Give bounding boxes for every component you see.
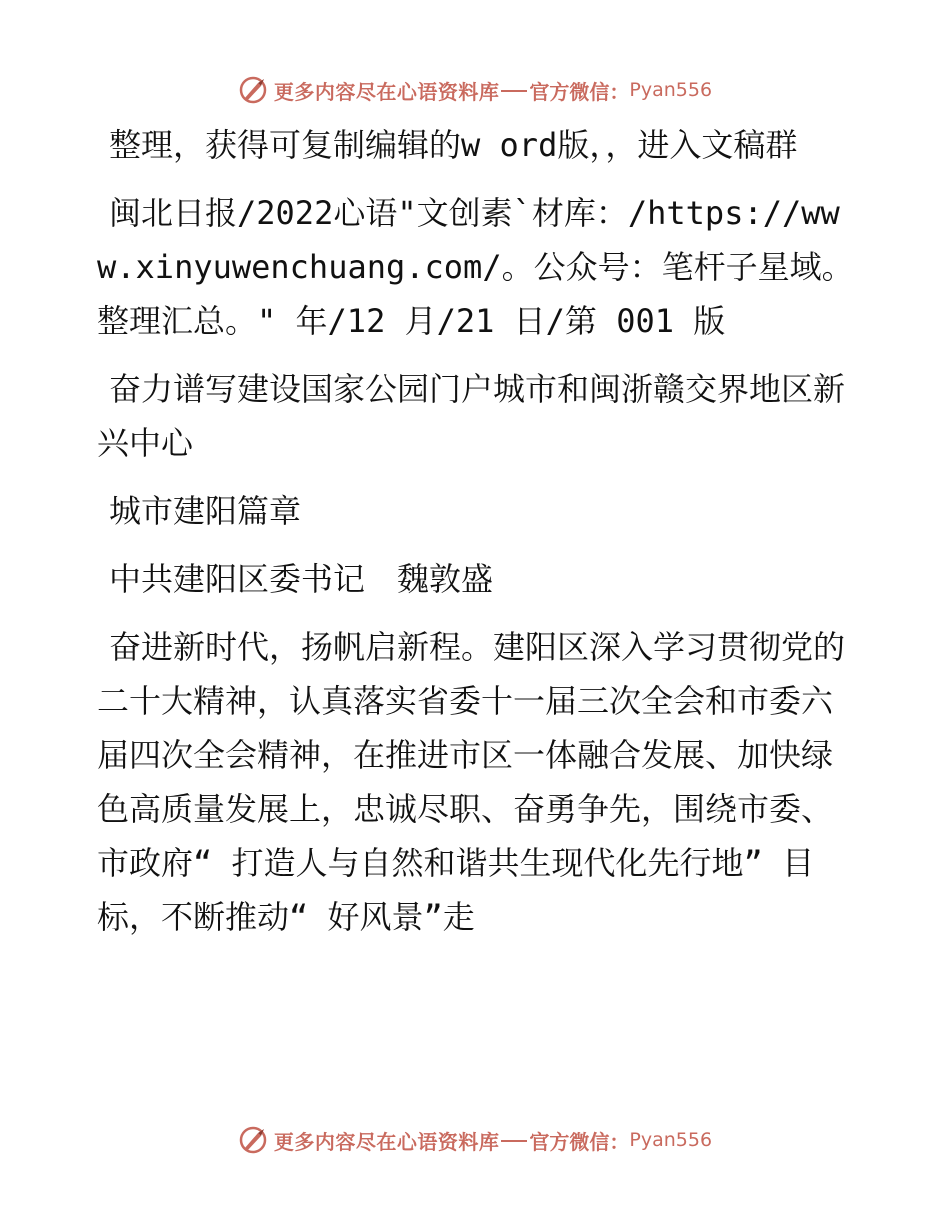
- article-author: 中共建阳区委书记 魏敦盛: [109, 560, 494, 598]
- watermark-dash: [501, 90, 527, 92]
- article-title: 奋力谱写建设国家公园门户城市和闽浙赣交界地区新兴中心: [97, 370, 846, 462]
- watermark-dash: [501, 1140, 527, 1142]
- quill-logo-icon: [238, 75, 268, 105]
- watermark-official-label: 官方微信：: [529, 79, 630, 104]
- watermark-wechat-id: Pyan556: [629, 79, 713, 101]
- watermark-official-label: 官方微信：: [529, 1129, 630, 1154]
- watermark-brand: 更多内容尽在心语资料库: [273, 1129, 500, 1154]
- watermark-wechat-id: Pyan556: [629, 1129, 713, 1151]
- paragraph-source: 闽北日报/2022心语"文创素`材库：/https://www.xinyuwenchuang.com/。公众号：笔杆子星域。整理汇总。" 年/12 月/21 日/第 001 版: [97, 194, 854, 340]
- paragraph-body: 奋进新时代，扬帆启新程。建阳区深入学习贯彻党的二十大精神，认真落实省委十一届三次全会和市委六届四次全会精神，在推进市区一体融合发展、加快绿色高质量发展上，忠诚尽职、奋勇争先，围绕市委、市政府“ 打造人与自然和谐共生现代化先行地” 目标，不断推动“ 好风景”走: [97, 628, 846, 936]
- watermark-footer: [0, 1120, 950, 1160]
- article-title-continued: 城市建阳篇章: [109, 492, 302, 530]
- quill-logo-icon: [238, 1125, 268, 1155]
- watermark-brand: 更多内容尽在心语资料库: [273, 79, 500, 104]
- paragraph-intro: 整理，获得可复制编辑的w ord版，，进入文稿群: [109, 126, 798, 164]
- document-body: [97, 118, 862, 958]
- watermark-header: [0, 70, 950, 110]
